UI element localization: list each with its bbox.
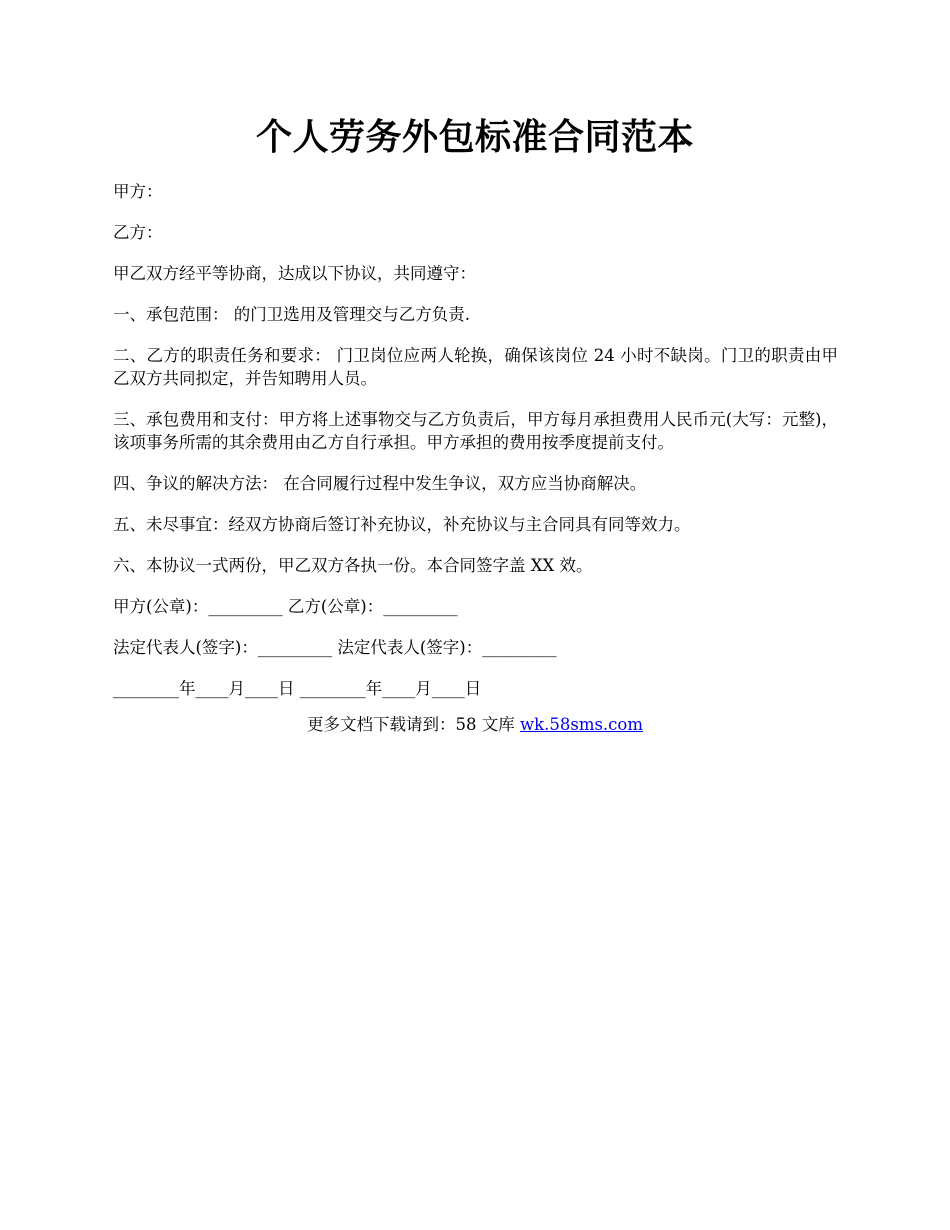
- document-body: [113, 180, 838, 718]
- agreement-intro: 甲乙双方经平等协商，达成以下协议，共同遵守：: [113, 264, 476, 283]
- clause-supplement: 五、未尽事宜：经双方协商后签订补充协议，补充协议与主合同具有同等效力。: [113, 515, 691, 534]
- footer-text: 更多文档下载请到：58 文库: [306, 715, 520, 734]
- clause-copies: 六、本协议一式两份，甲乙双方各执一份。本合同签字盖 XX 效。: [113, 556, 593, 575]
- signature-line: 法定代表人(签字)：_________ 法定代表人(签字)：_________: [113, 638, 557, 657]
- clause-fees: 三、承包费用和支付：甲方将上述事物交与乙方负责后，甲方每月承担费用人民币元(大写：元整)，该项事务所需的其余费用由乙方自行承担。甲方承担的费用按季度提前支付。: [113, 410, 838, 452]
- party-a-line: 甲方：: [113, 182, 163, 201]
- clause-duties: 二、乙方的职责任务和要求： 门卫岗位应两人轮换，确保该岗位 24 小时不缺岗。门卫的职责由甲乙双方共同拟定，并告知聘用人员。: [113, 346, 838, 388]
- seal-line: 甲方(公章)：_________ 乙方(公章)：_________: [113, 597, 458, 616]
- party-b-line: 乙方：: [113, 223, 163, 242]
- clause-disputes: 四、争议的解决方法： 在合同履行过程中发生争议，双方应当协商解决。: [113, 474, 647, 493]
- download-footer: [0, 713, 950, 736]
- date-line: ________年____月____日 ________年____月____日: [113, 679, 482, 698]
- document-title: 个人劳务外包标准合同范本: [255, 116, 694, 158]
- footer-link[interactable]: wk.58sms.com: [519, 715, 643, 734]
- clause-scope: 一、承包范围： 的门卫选用及管理交与乙方负责.: [113, 305, 470, 324]
